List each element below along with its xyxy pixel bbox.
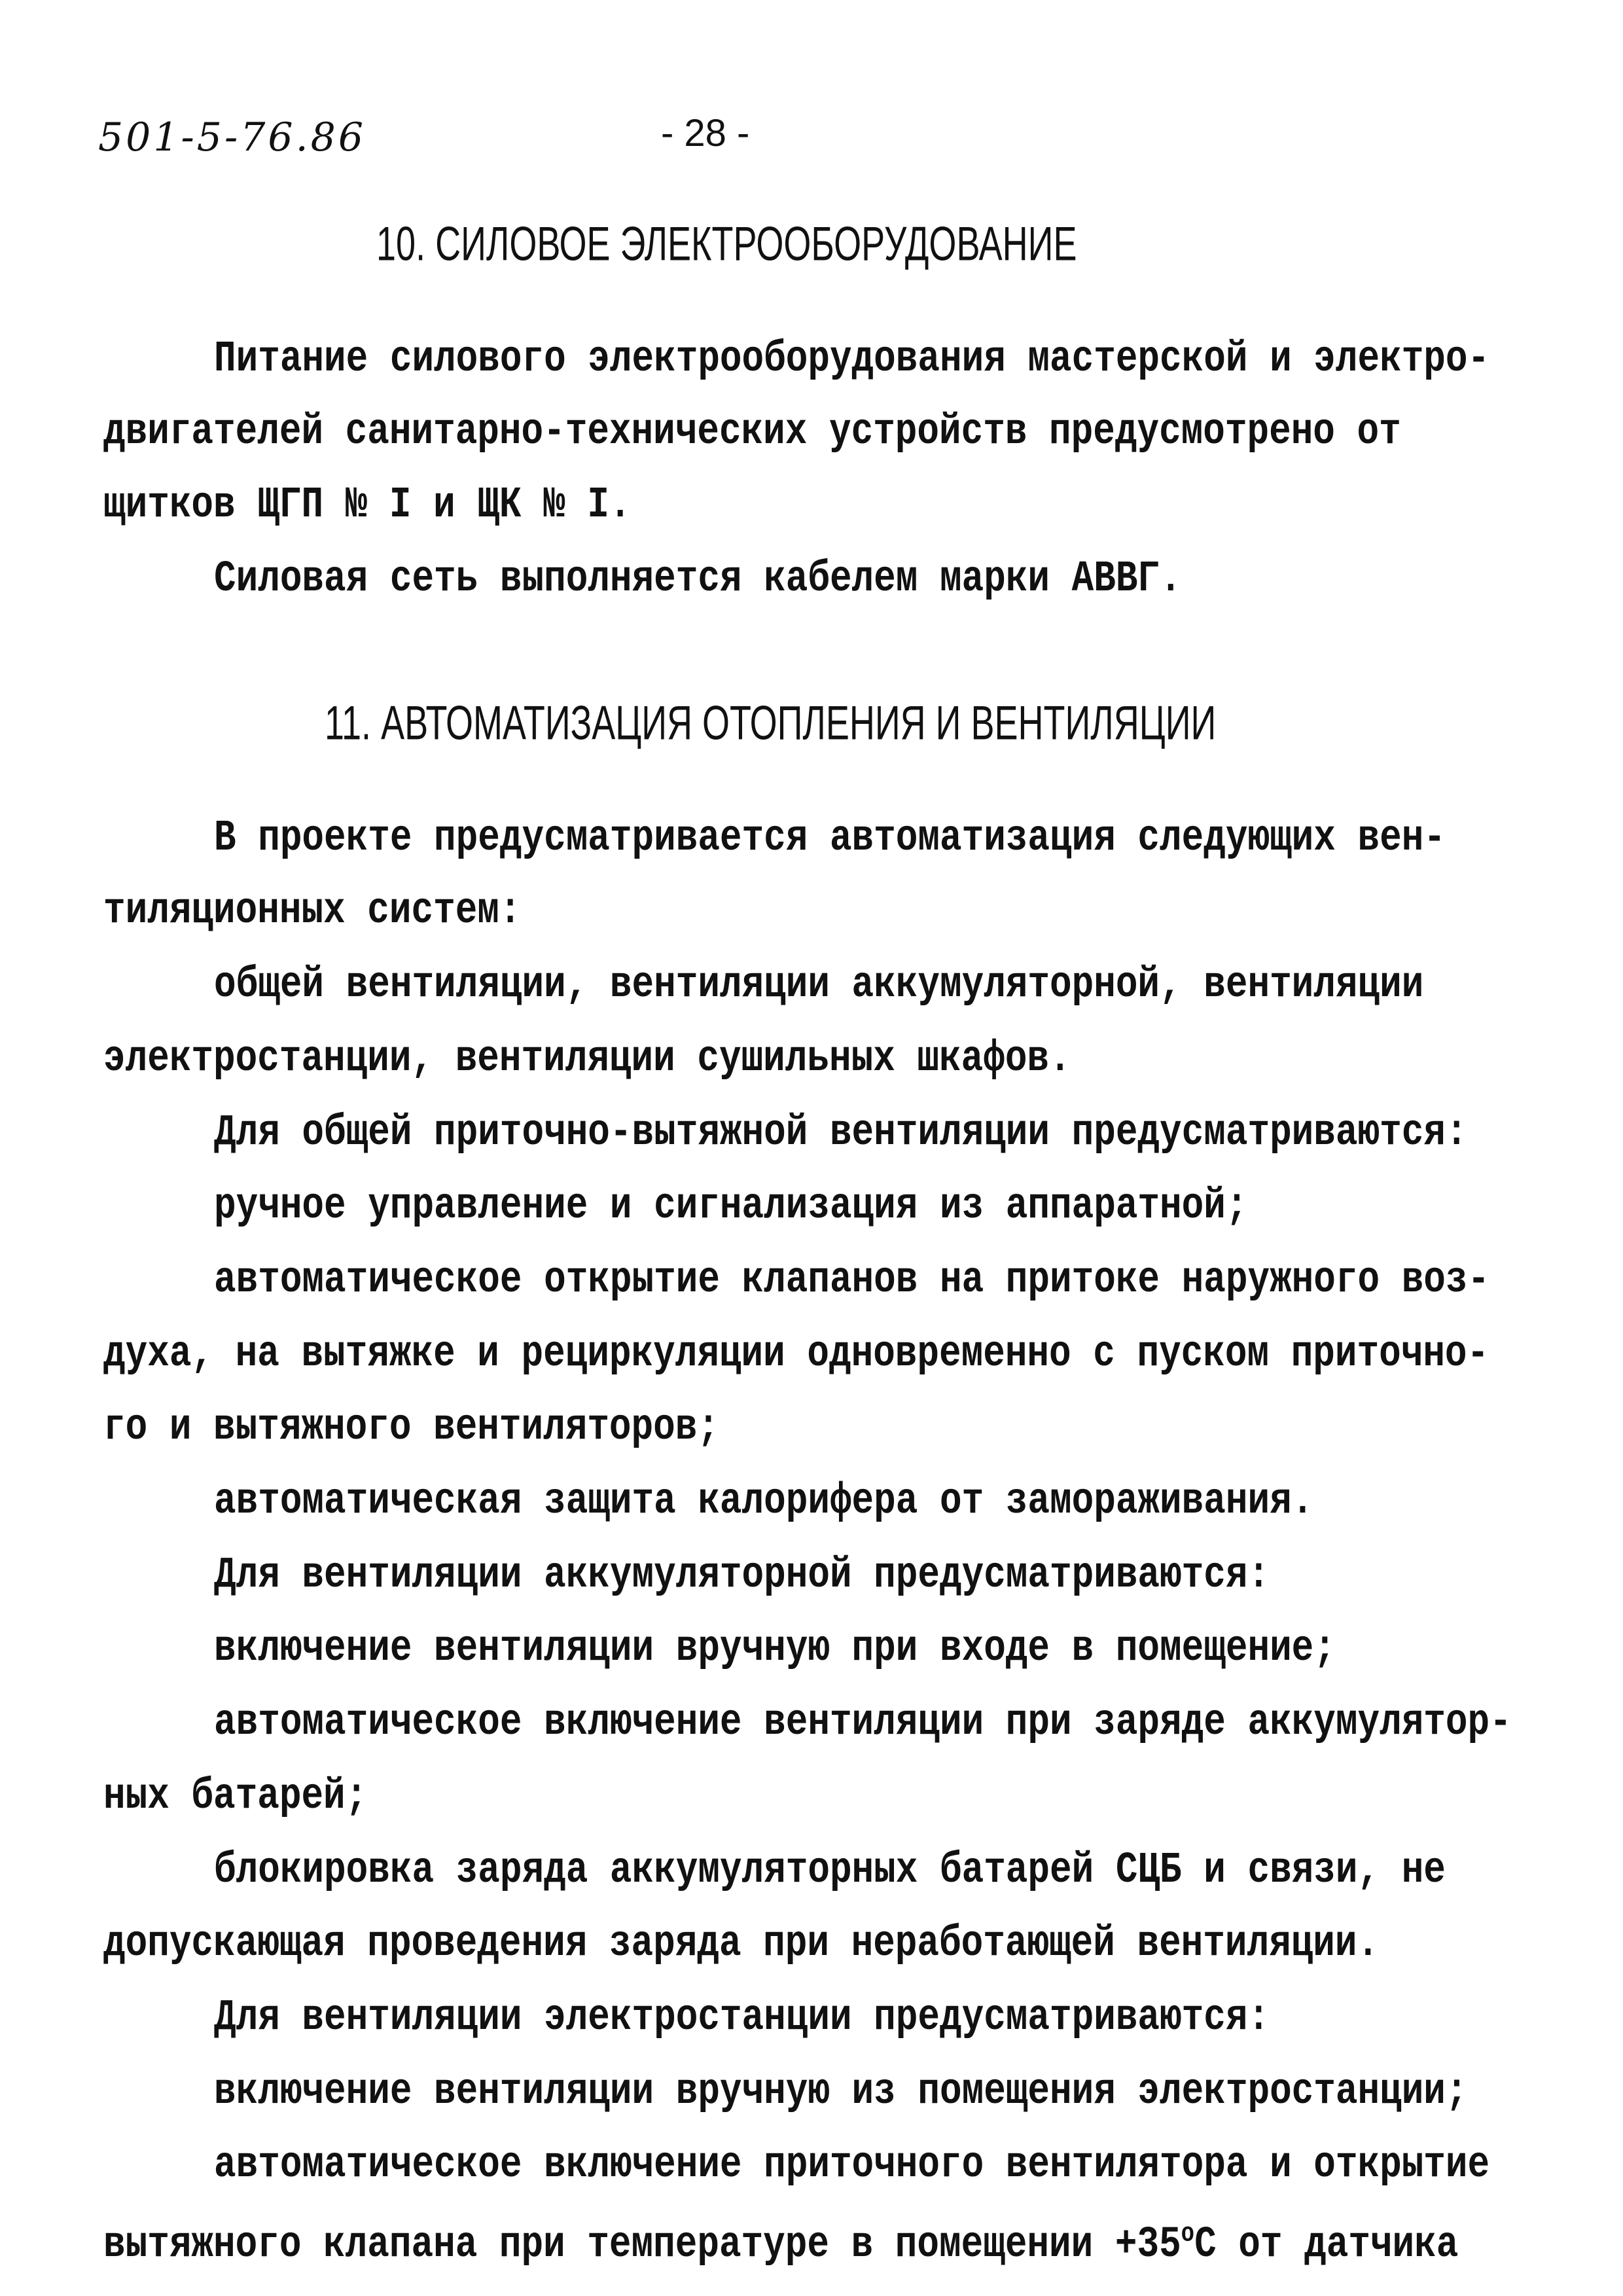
paragraph-line: Питание силового электрооборудования мастерской и электро- [214,333,1490,384]
paragraph-line: ручное управление и сигнализация из аппаратной; [214,1180,1248,1231]
paragraph-line: общей вентиляции, вентиляции аккумуляторной, вентиляции [214,959,1424,1010]
paragraph-line [103,2207,1458,2272]
paragraph-line: Для вентиляции электростанции предусматриваются: [214,1992,1270,2043]
section-10-title: 10. СИЛОВОЕ ЭЛЕКТРООБОРУДОВАНИЕ [376,217,1077,271]
section-11-title: 11. АВТОМАТИЗАЦИЯ ОТОПЛЕНИЯ И ВЕНТИЛЯЦИИ [325,696,1217,750]
paragraph-line: включение вентиляции вручную из помещения электростанции; [214,2066,1468,2117]
paragraph-line: двигателей санитарно-технических устройств предусмотрено от [103,406,1401,457]
paragraph-line: допускающая проведения заряда при неработающей вентиляции. [103,1918,1380,1969]
document-code: 501-5-76.86 [98,115,366,160]
paragraph-line: электростанции, вентиляции сушильных шкафов. [103,1033,1071,1084]
paragraph-line: Для общей приточно-вытяжной вентиляции предусматриваются: [214,1107,1468,1158]
paragraph-line: ных батарей; [103,1770,368,1821]
paragraph-line: духа, на вытяжке и рециркуляции одновременно с пуском приточно- [103,1328,1489,1379]
paragraph-line: Силовая сеть выполняется кабелем марки АВВГ. [214,553,1182,604]
paragraph-line: автоматическое включение приточного вентилятора и открытие [214,2139,1490,2190]
line-text: вытяжного клапана при температуре в помещении +35 [103,2219,1181,2270]
paragraph-line: блокировка заряда аккумуляторных батарей СЦБ и связи, не [214,1844,1446,1895]
degree-sign: о [1181,2219,1195,2250]
paragraph-line: автоматическое открытие клапанов на притоке наружного воз- [214,1254,1490,1305]
paragraph-line: тиляционных систем: [103,885,522,936]
paragraph-line: автоматическое включение вентиляции при заряде аккумулятор- [214,1696,1512,1748]
paragraph-line: В проекте предусматривается автоматизация следующих вен- [214,812,1446,863]
paragraph-line: го и вытяжного вентиляторов; [103,1401,719,1452]
paragraph-line: Для вентиляции аккумуляторной предусматриваются: [214,1549,1270,1600]
paragraph-line: щитков ЩГП № I и ЩК № I. [103,479,632,530]
line-text: С от датчика [1194,2219,1459,2270]
paragraph-line: включение вентиляции вручную при входе в помещение; [214,1623,1336,1674]
paragraph-line: автоматическая защита калорифера от замораживания. [214,1475,1314,1526]
page-number: - 28 - [661,112,750,154]
